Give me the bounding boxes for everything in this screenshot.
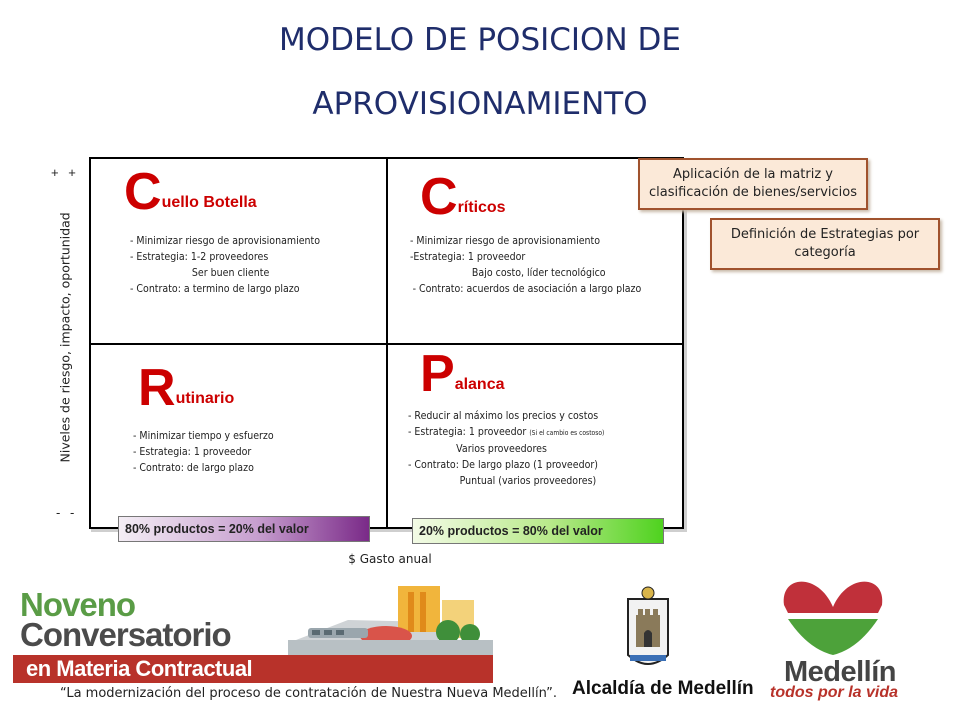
- event-illustration: [288, 580, 493, 658]
- text-line: - Estrategia: 1 proveedor: [133, 445, 252, 458]
- pareto-label-left: 80% productos = 20% del valor: [118, 516, 370, 542]
- quadrant-criticos: [420, 168, 506, 226]
- text-line: - Reducir al máximo los precios y costos: [408, 409, 599, 422]
- quadrant-rutinario: [138, 359, 235, 417]
- y-axis-low-marker: - -: [56, 505, 78, 520]
- x-axis-label: $ Gasto anual: [348, 552, 432, 566]
- event-logo-conversatorio: Conversatorio: [20, 616, 231, 653]
- quadrant-palanca: [420, 345, 505, 403]
- text-line: - Contrato: de largo plazo: [133, 461, 254, 474]
- event-logo-materia: en Materia Contractual: [26, 656, 253, 681]
- text-line: [408, 424, 604, 441]
- quadrant-initial: C: [420, 168, 458, 226]
- medellin-name: Medellín: [784, 656, 897, 688]
- event-logo-noveno: Noveno: [20, 586, 136, 623]
- text-line: -Estrategia: 1 proveedor: [410, 250, 526, 263]
- quadrant-initial: P: [420, 345, 455, 403]
- alcaldia-name: Alcaldía de Medellín: [572, 678, 754, 699]
- page-title-line-2: APROVISIONAMIENTO: [312, 86, 648, 122]
- medellin-slogan: todos por la vida: [770, 684, 899, 701]
- text-line: - Contrato: acuerdos de asociación a largo plazo: [412, 282, 642, 295]
- y-axis-label: Niveles de riesgo, impacto, oportunidad: [57, 212, 73, 463]
- quadrant-rutinario-text: [133, 428, 274, 476]
- alcaldia-coat-of-arms-icon: [624, 585, 672, 673]
- text-line: - Minimizar riesgo de aprovisionamiento: [410, 234, 601, 247]
- quadrant-palanca-text: [408, 408, 604, 489]
- quadrant-criticos-text: [410, 233, 641, 297]
- quadrant-title: utinario: [175, 390, 235, 407]
- quadrant-initial: R: [138, 359, 176, 417]
- quadrant-title: uello Botella: [161, 194, 257, 211]
- text-line: Varios proveedores: [456, 442, 547, 455]
- text-line: - Contrato: a termino de largo plazo: [130, 282, 300, 295]
- text-line: - Minimizar tiempo y esfuerzo: [133, 429, 274, 442]
- note-strategy-definition: Definición de Estrategias por categoría: [710, 218, 940, 270]
- text-line: Puntual (varios proveedores): [459, 474, 597, 487]
- text-line: - Contrato: De largo plazo (1 proveedor): [408, 458, 598, 471]
- pareto-label-right: 20% productos = 80% del valor: [412, 518, 664, 544]
- quadrant-initial: C: [124, 163, 162, 221]
- page-title-line-1: MODELO DE POSICION DE: [279, 22, 681, 58]
- text-line: Ser buen cliente: [191, 266, 270, 279]
- quadrant-title: ríticos: [457, 199, 506, 216]
- quadrant-cuello-botella: [124, 163, 257, 221]
- event-tagline: “La modernización del proceso de contratación de Nuestra Nueva Medellín”.: [60, 686, 558, 701]
- text-note: (Si el cambio es costoso): [529, 429, 605, 437]
- matrix-shadow-right: [684, 159, 687, 531]
- note-matrix-application: Aplicación de la matriz y clasificación de bienes/servicios: [638, 158, 868, 210]
- text-line: Bajo costo, líder tecnológico: [471, 266, 606, 279]
- quadrant-cuello-text: [130, 233, 320, 297]
- y-axis-high-marker: + +: [51, 165, 79, 180]
- text-line: - Estrategia: 1-2 proveedores: [130, 250, 269, 263]
- text-segment: - Estrategia: 1 proveedor: [408, 425, 527, 438]
- quadrant-title: alanca: [454, 376, 505, 393]
- text-line: - Minimizar riesgo de aprovisionamiento: [130, 234, 321, 247]
- matrix-horizontal-divider: [89, 343, 684, 345]
- medellin-heart-icon: [778, 567, 888, 657]
